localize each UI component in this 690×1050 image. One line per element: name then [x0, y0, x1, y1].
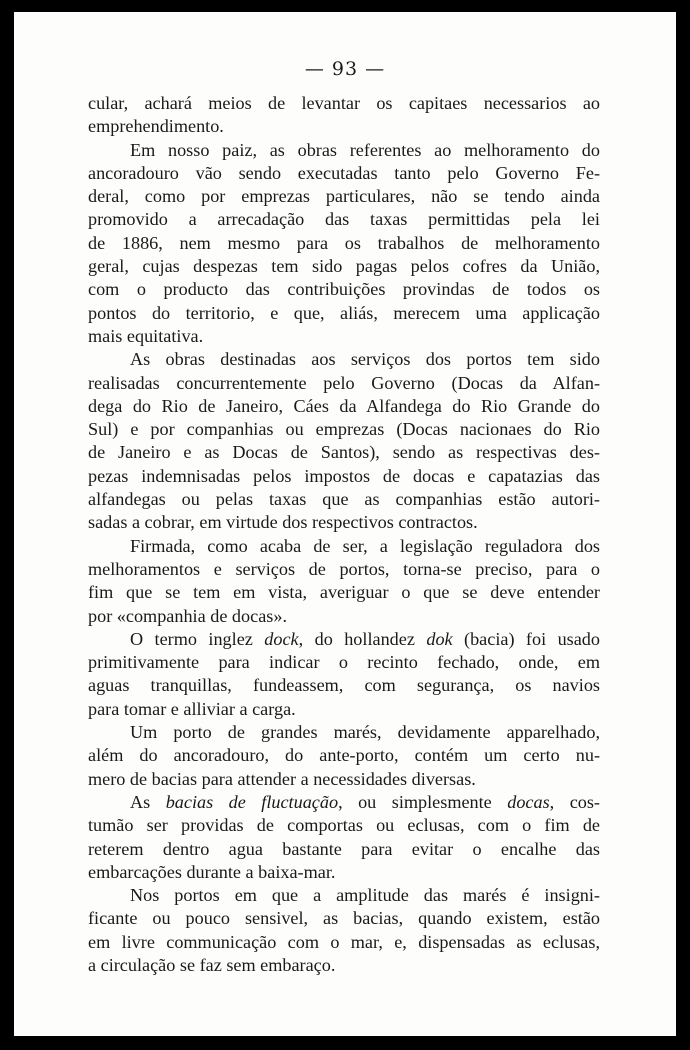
body-text — [88, 92, 600, 977]
text-line: mero de bacias para attender a necessidades diversas. — [88, 768, 476, 789]
paragraph — [88, 721, 600, 791]
text-line: reterem dentro agua bastante para evitar o encalhe das — [88, 838, 600, 859]
text-line: Em nosso paiz, as obras referentes ao melhoramento do — [130, 139, 600, 160]
text-line: pontos do territorio, e que, aliás, merecem uma applicação — [88, 302, 600, 323]
text-line: As bacias de fluctuação, ou simplesmente docas, cos- — [130, 791, 600, 812]
text-line: por «companhia de docas». — [88, 605, 287, 626]
text-line: ancoradouro vão sendo executadas tanto pelo Governo Fe- — [88, 162, 600, 183]
paragraph — [88, 139, 600, 349]
text-line: embarcações durante a baixa-mar. — [88, 861, 336, 882]
text-line: sadas a cobrar, em virtude dos respectivos contractos. — [88, 512, 478, 533]
paragraph — [88, 628, 600, 721]
text-line: fim que se tem em vista, averiguar o que se deve entender — [88, 582, 600, 603]
text-line: alfandegas ou pelas taxas que as companhias estão autori- — [88, 489, 600, 510]
text-line: de 1886, nem mesmo para os trabalhos de melhoramento — [88, 232, 600, 253]
paragraph — [88, 92, 600, 139]
text-line: a circulação se faz sem embaraço. — [88, 954, 336, 975]
text-line: cular, achará meios de levantar os capitaes necessarios ao — [88, 93, 600, 113]
text-line: ficante ou pouco sensivel, as bacias, quando existem, estão — [88, 908, 600, 929]
book-page — [14, 12, 676, 1036]
text-line: primitivamente para indicar o recinto fechado, onde, em — [88, 652, 600, 673]
text-line: tumão ser providas de comportas ou eclusas, com o fim de — [88, 815, 600, 836]
text-line: pezas indemnisadas pelos impostos de docas e capatazias das — [88, 465, 600, 486]
paragraph — [88, 791, 600, 884]
text-line: aguas tranquillas, fundeassem, com segurança, os navios — [88, 675, 600, 696]
text-line: melhoramentos e serviços de portos, torna-se preciso, para o — [88, 558, 600, 579]
text-line: com o producto das contribuições provindas de todos os — [88, 279, 600, 300]
text-line: em livre communicação com o mar, e, dispensadas as eclusas, — [88, 931, 600, 952]
text-line: emprehendimento. — [88, 116, 224, 137]
text-line: O termo inglez dock, do hollandez dok (bacia) foi usado — [130, 628, 600, 649]
text-line: Sul) e por companhias ou emprezas (Docas nacionaes do Rio — [88, 419, 600, 440]
text-line: de Janeiro e as Docas de Santos), sendo as respectivas des- — [88, 442, 600, 463]
text-line: Um porto de grandes marés, devidamente apparelhado, — [130, 722, 600, 743]
text-line: As obras destinadas aos serviços dos portos tem sido — [130, 349, 600, 370]
paragraph — [88, 884, 600, 977]
paragraph — [88, 535, 600, 628]
text-line: deral, como por emprezas particulares, não se tendo ainda — [88, 186, 600, 207]
text-line: além do ancoradouro, do ante-porto, contém um certo nu- — [88, 745, 600, 766]
text-line: promovido a arrecadação das taxas permittidas pela lei — [88, 209, 600, 230]
page-number: — 93 — — [304, 58, 386, 80]
text-line: para tomar e alliviar a carga. — [88, 698, 296, 719]
text-line: dega do Rio de Janeiro, Cáes da Alfandega do Rio Grande do — [88, 395, 600, 416]
paragraph — [88, 348, 600, 534]
text-line: mais equitativa. — [88, 325, 204, 346]
text-line: realisadas concurrentemente pelo Governo (Docas da Alfan- — [88, 372, 600, 393]
text-line: geral, cujas despezas tem sido pagas pelos cofres da União, — [88, 256, 600, 277]
text-line: Firmada, como acaba de ser, a legislação reguladora dos — [130, 535, 600, 556]
text-line: Nos portos em que a amplitude das marés é insigni- — [130, 885, 600, 906]
